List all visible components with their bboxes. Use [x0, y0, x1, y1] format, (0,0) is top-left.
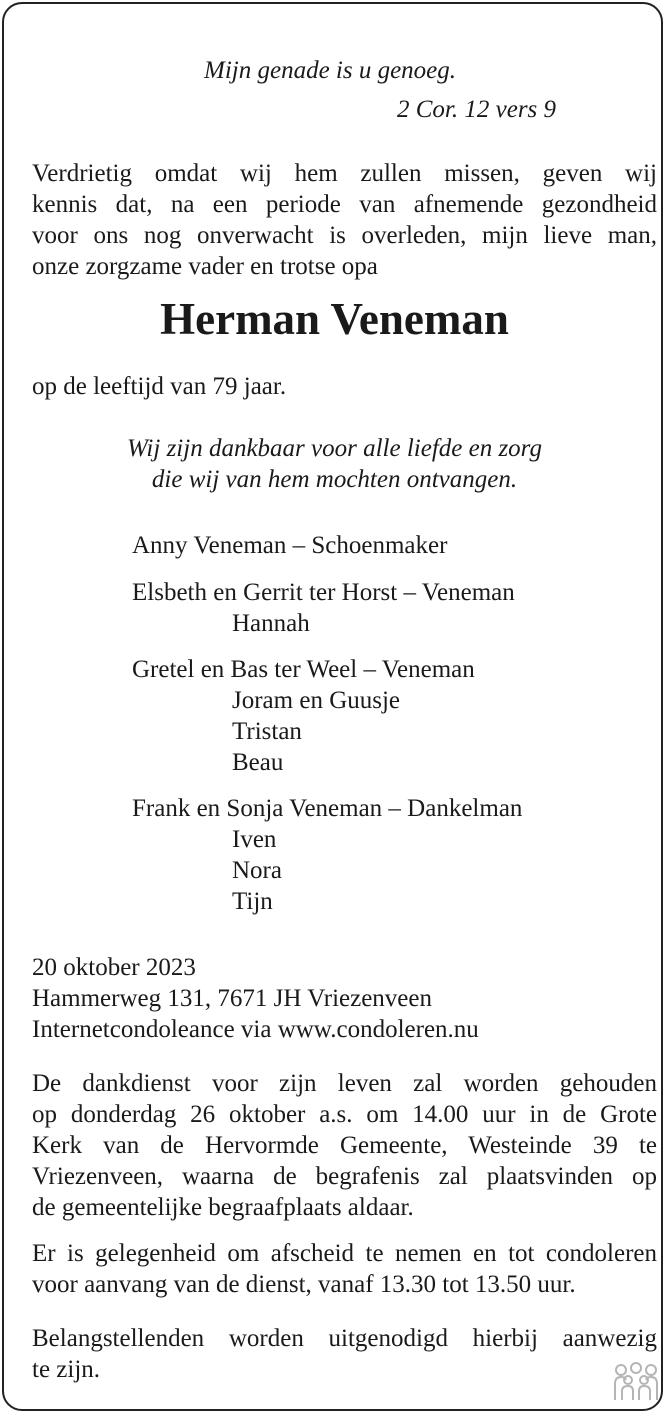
service-paragraph — [32, 1068, 657, 1223]
service-line: Kerk van de Hervormde Gemeente, Westeinde 39 te — [32, 1132, 657, 1159]
address-line: Hammerweg 131, 7671 JH Vriezenveen — [32, 985, 432, 1012]
age-line: op de leeftijd van 79 jaar. — [32, 373, 287, 400]
grandchild: Beau — [232, 749, 284, 776]
grandchild: Joram en Guusje — [232, 687, 401, 714]
intro-paragraph — [32, 158, 657, 282]
invite-line: te zijn. — [32, 1356, 101, 1383]
farewell-paragraph — [32, 1238, 657, 1300]
deceased-name: Herman Veneman — [160, 294, 509, 344]
service-line: De dankdienst voor zijn leven zal worden gehouden — [32, 1070, 657, 1097]
intro-line: onze zorgzame vader en trotse opa — [32, 253, 378, 280]
grandchild: Tijn — [232, 888, 273, 915]
service-line: op donderdag 26 oktober a.s. om 14.00 uur in de Grote — [32, 1101, 657, 1128]
gratitude-line: die wij van hem mochten ontvangen. — [151, 466, 518, 493]
intro-line: kennis dat, na een periode van afnemende gezondheid — [32, 191, 657, 218]
service-line: Vriezenveen, waarna de begrafenis zal plaatsvinden op — [32, 1163, 657, 1190]
verse-text: Mijn genade is u genoeg. — [204, 57, 457, 84]
intro-line: voor ons nog onverwacht is overleden, mijn lieve man, — [32, 222, 657, 249]
verse-reference: 2 Cor. 12 vers 9 — [397, 96, 557, 123]
family-group-icon — [613, 1362, 659, 1402]
intro-line: Verdrietig omdat wij hem zullen missen, geven wij — [32, 160, 657, 187]
family-member: Anny Veneman – Schoenmaker — [132, 532, 448, 559]
gratitude-line: Wij zijn dankbaar voor alle liefde en zorg — [126, 435, 542, 462]
family-member: Gretel en Bas ter Weel – Veneman — [132, 656, 475, 683]
grandchild: Nora — [232, 857, 282, 884]
invite-line: Belangstellenden worden uitgenodigd hierbij aanwezig — [32, 1325, 657, 1352]
farewell-line: voor aanvang van de dienst, vanaf 13.30 tot 13.50 uur. — [32, 1271, 576, 1298]
grandchild: Iven — [232, 826, 277, 853]
grandchild: Tristan — [232, 718, 302, 745]
date-line: 20 oktober 2023 — [32, 954, 196, 981]
family-member: Elsbeth en Gerrit ter Horst – Veneman — [132, 579, 515, 606]
invite-paragraph — [32, 1323, 657, 1385]
family-member: Frank en Sonja Veneman – Dankelman — [132, 795, 523, 822]
condolence-line: Internetcondoleance via www.condoleren.nu — [32, 1016, 479, 1043]
service-line: de gemeentelijke begraafplaats aldaar. — [32, 1194, 414, 1221]
grandchild: Hannah — [232, 610, 310, 637]
farewell-line: Er is gelegenheid om afscheid te nemen en tot condoleren — [32, 1240, 657, 1267]
